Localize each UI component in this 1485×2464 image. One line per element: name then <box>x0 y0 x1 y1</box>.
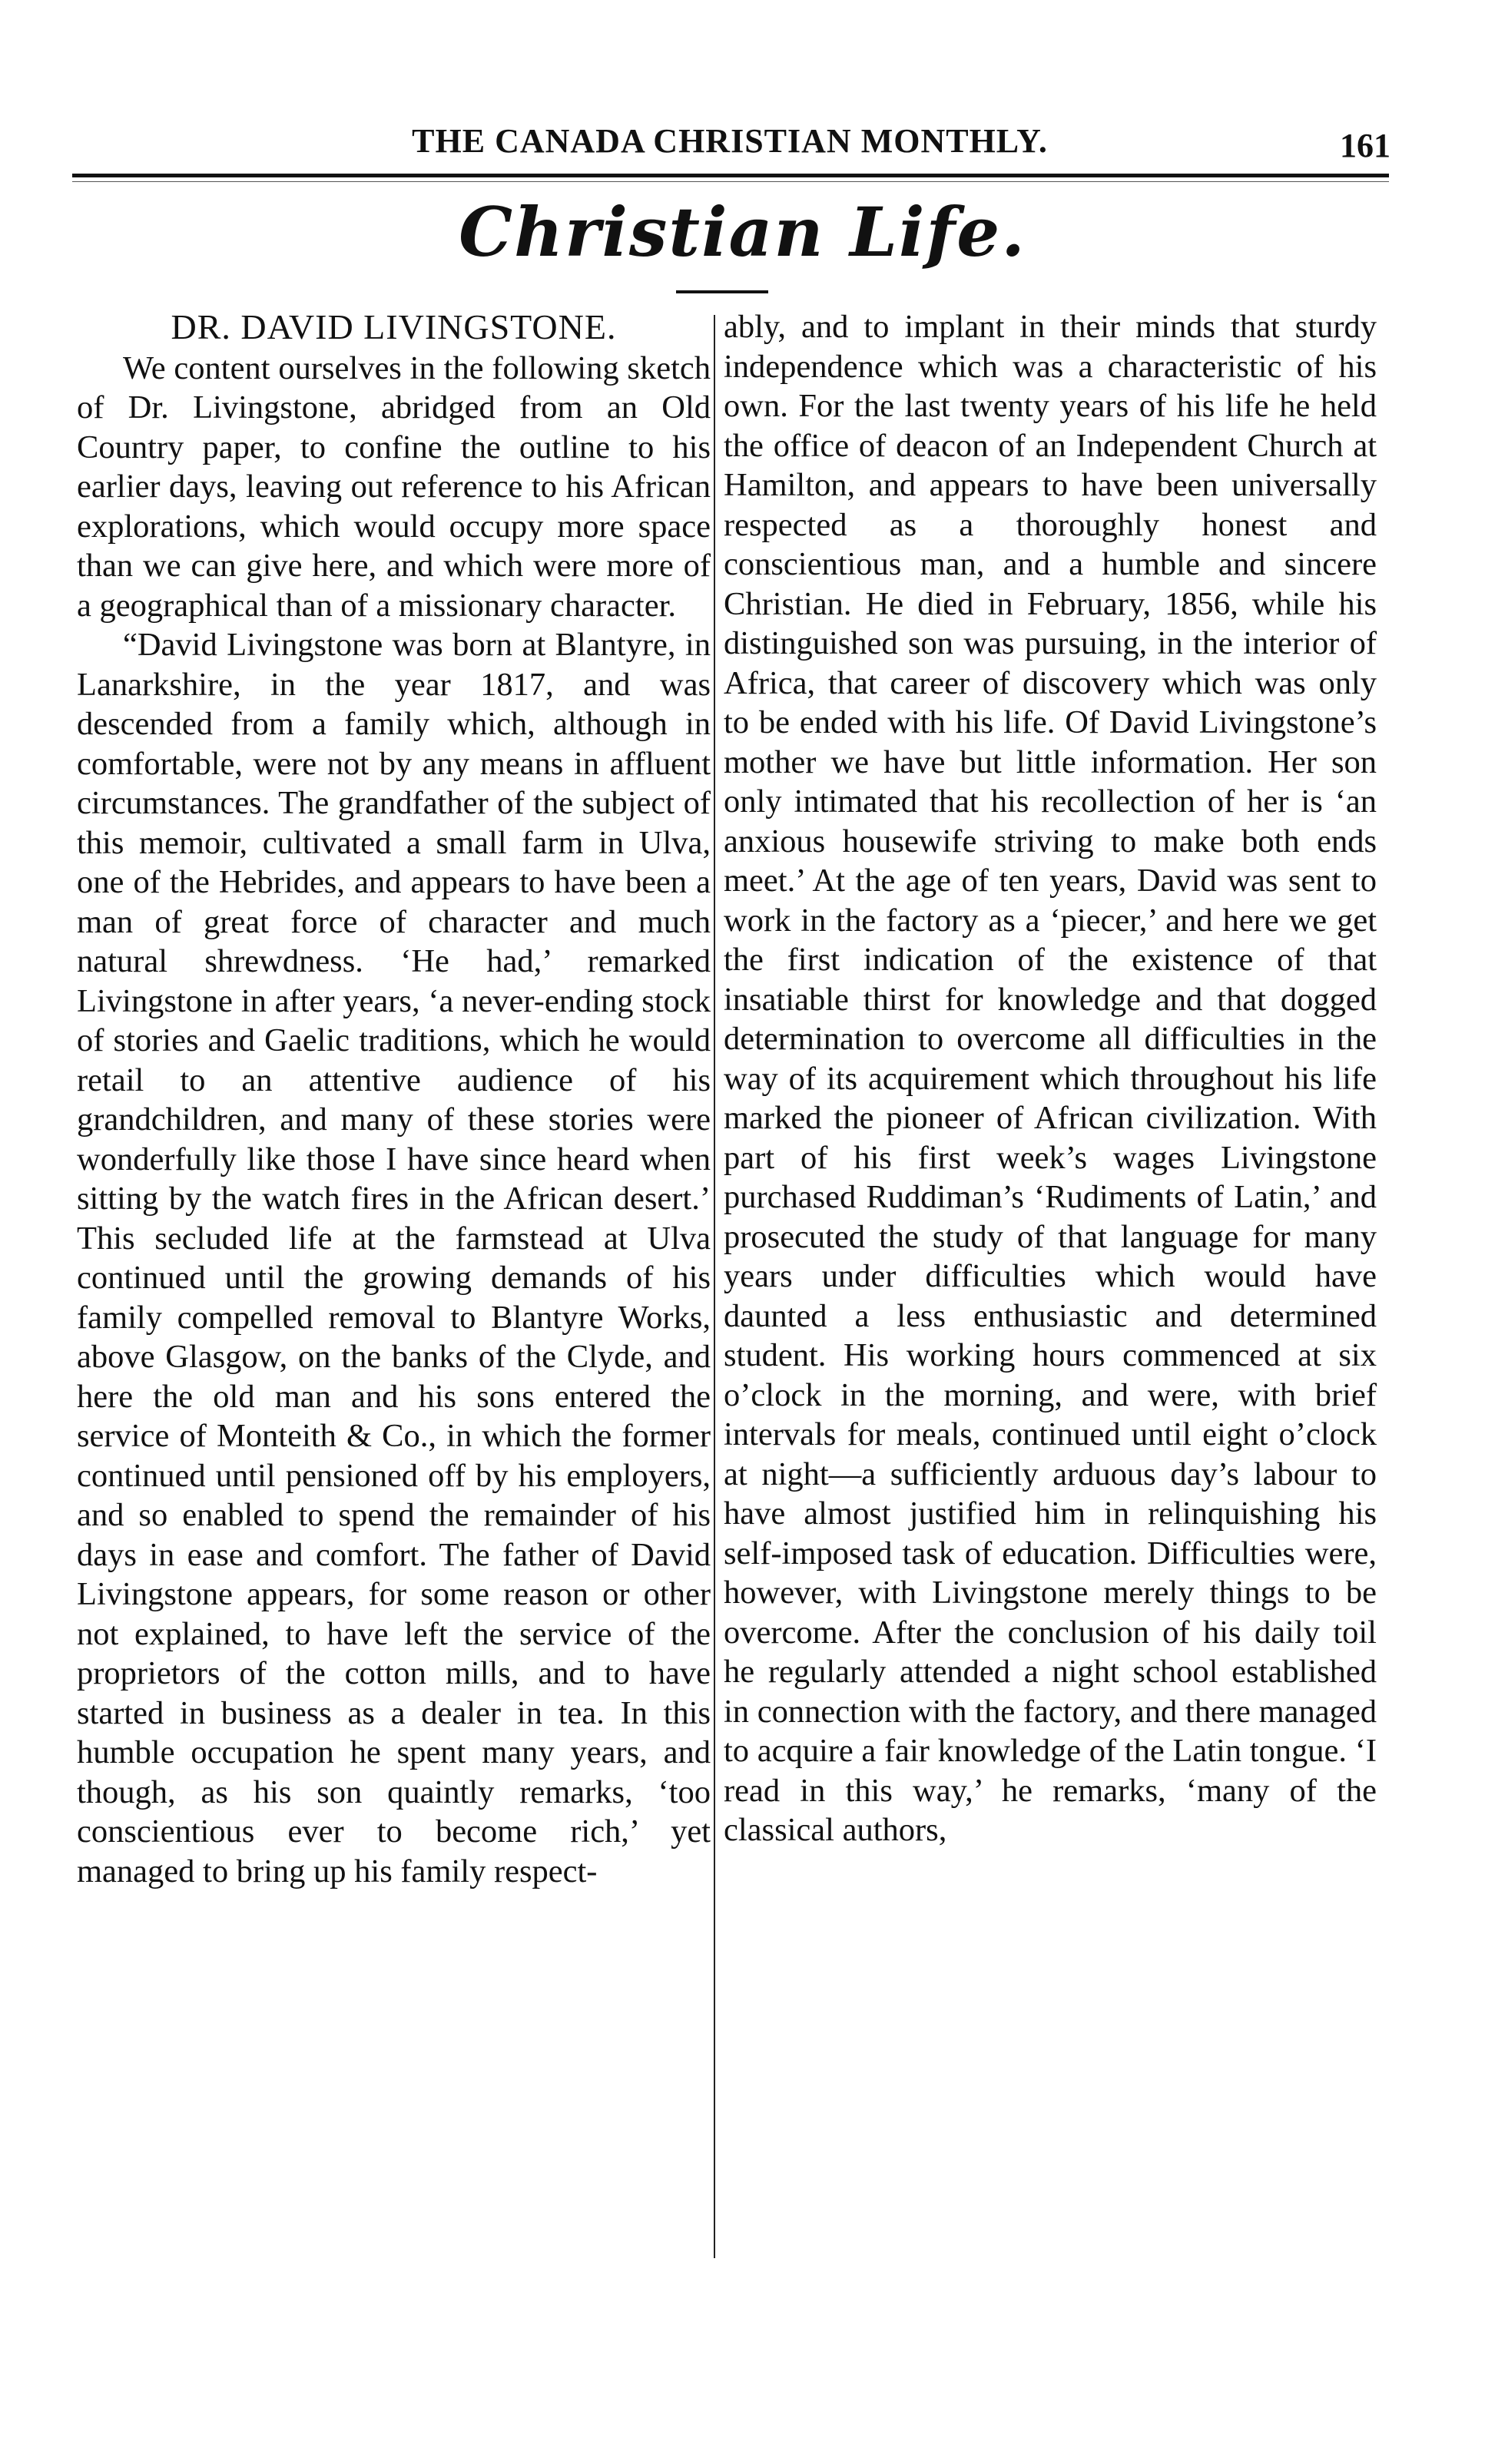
section-divider-rule <box>676 290 768 293</box>
header-rule <box>72 174 1389 177</box>
header-rule-thin <box>72 181 1389 182</box>
column-divider <box>714 315 715 2258</box>
running-head <box>69 115 1391 169</box>
article-title: DR. DAVID LIVINGSTONE. <box>171 307 617 346</box>
continued-paragraph: ably, and to implant in their minds that sturdy independence which was a characteristic of his own. For the last twenty years of his life he held the office of deacon of an Independent Church at Hamilton, and appears to have been universally respected as a thoroughly honest and conscientious man, and a humble and sincere Christian. He died in February, 1856, while his distinguished son was pursuing, in the interior of Africa, that career of discovery which was only to be ended with his life. Of David Livingstone’s mother we have but little information. Her son only intimated that his recollection of her is ‘an anxious housewife striving to make both ends meet.’ At the age of ten years, David was sent to work in the factory as a ‘piecer,’ and here we get the first indication of the existence of that insatiable thirst for knowledge and that dogged determination to overcome all difficulties in the way of its acquirement which throughout his life marked the pioneer of African civilization. With part of his first week’s wages Livingstone purchased Ruddiman’s ‘Rudiments of Latin,’ and prosecuted the study of that language for many years under difficulties which would have daunted a less enthusiastic and determined student. His working hours commenced at six o’clock in the morning, and were, with brief intervals for meals, continued until eight o’clock at night—a sufficiently arduous day’s labour to have almost justified him in relinquishing his self-imposed task of education. Difficulties were, however, with Livingstone merely things to be overcome. After the conclusion of his daily toil he regularly attended a night school established in connection with the factory, and there managed to acquire a fair knowledge of the Latin tongue. ‘I read in this way,’ he remarks, ‘many of the classical authors, <box>724 309 1377 1848</box>
intro-paragraph: We content ourselves in the following sketch of Dr. Livingstone, abridged from an Old Country paper, to confine the outline to his earlier days, leaving out reference to his African explorations, which would occupy more space than we can give here, and which were more of a geographical than of a missionary character. <box>77 349 711 624</box>
page-number: 161 <box>1340 127 1391 164</box>
running-title: THE CANADA CHRISTIAN MONTHLY. <box>412 122 1048 160</box>
body-paragraph: “David Livingstone was born at Blantyre, in Lanarkshire, in the year 1817, and was descended from a family which, although in comfortable, were not by any means in affluent circumstances. The grandfather of the subject of this memoir, cultivated a small farm in Ulva, one of the Hebrides, and appears to have been a man of great force of character and much natural shrewdness. ‘He had,’ remarked Livingstone in after years, ‘a never-ending stock of stories and Gaelic traditions, which he would retail to an attentive audience of his grandchildren, and many of these stories were wonderfully like those I have since heard when sitting by the watch fires in the African desert.’ This secluded life at the farmstead at Ulva continued until the growing demands of his family compelled removal to Blantyre Works, above Glasgow, on the banks of the Clyde, and here the old man and his sons entered the service of Monteith & Co., in which the former continued until pensioned off by his employers, and so enabled to spend the remainder of his days in ease and comfort. The father of David Livingstone appears, for some reason or other not explained, to have left the service of the proprietors of the cotton mills, and to have started in business as a dealer in tea. In this humble occupation he spent many years, and though, as his son quaintly remarks, ‘too conscientious ever to become rich,’ yet managed to bring up his family respect- <box>77 627 711 1889</box>
left-column <box>77 307 711 1891</box>
right-column <box>724 307 1377 1850</box>
section-title: Christian Life. <box>459 192 1026 272</box>
